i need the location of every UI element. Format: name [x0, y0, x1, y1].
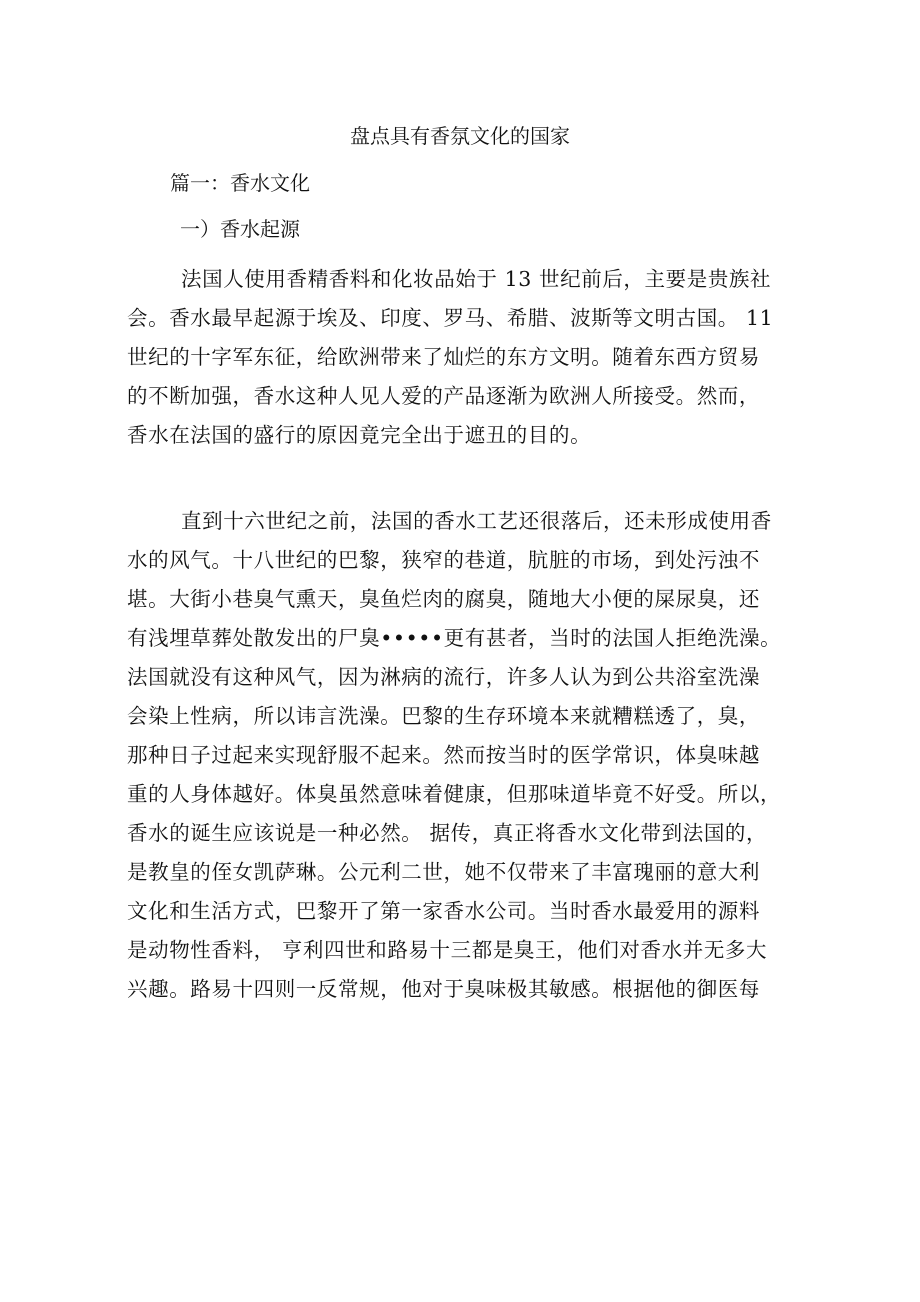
- text-line: 有浅埋草葬处散发出的尸臭•••••更有甚者，当时的法国人拒绝洗澡。: [127, 626, 782, 650]
- paragraph-history: [127, 502, 782, 1009]
- text-line: 的不断加强，香水这种人见人爱的产品逐渐为欧洲人所接受。然而，: [127, 384, 760, 408]
- document-title: 盘点具有香氛文化的国家: [350, 124, 570, 148]
- text-line: 香水在法国的盛行的原因竟完全出于遮丑的目的。: [127, 423, 592, 447]
- paragraph-origin: [127, 260, 777, 455]
- text-line: 会染上性病，所以讳言洗澡。巴黎的生存环境本来就糟糕透了，臭，: [127, 704, 760, 728]
- text-line: 重的人身体越好。体臭虽然意味着健康，但那味道毕竟不好受。所以，: [127, 782, 782, 806]
- text-line: 法国就没有这种风气，因为淋病的流行，许多人认为到公共浴室洗澡: [127, 665, 760, 689]
- text-line: 是教皇的侄女凯萨琳。公元利二世，她不仅带来了丰富瑰丽的意大利: [127, 860, 760, 884]
- text-line: 法国人使用香精香料和化妆品始于 13 世纪前后，主要是贵族社: [181, 267, 772, 291]
- text-line: 是动物性香料， 亨利四世和路易十三都是臭王，他们对香水并无多大: [127, 938, 768, 962]
- text-line: 堪。大街小巷臭气熏天，臭鱼烂肉的腐臭，随地大小便的屎尿臭，还: [127, 587, 760, 611]
- subsection-heading: 一）香水起源: [180, 217, 300, 241]
- text-line: 直到十六世纪之前，法国的香水工艺还很落后，还未形成使用香: [181, 509, 772, 533]
- text-line: 会。香水最早起源于埃及、印度、罗马、希腊、波斯等文明古国。 11: [127, 306, 774, 330]
- text-line: 兴趣。路易十四则一反常规，他对于臭味极其敏感。根据他的御医每: [127, 977, 760, 1001]
- text-line: 文化和生活方式，巴黎开了第一家香水公司。当时香水最爱用的源料: [127, 899, 760, 923]
- text-line: 世纪的十字军东征，给欧洲带来了灿烂的东方文明。随着东西方贸易: [127, 345, 760, 369]
- text-line: 香水的诞生应该说是一种必然。 据传，真正将香水文化带到法国的，: [127, 821, 768, 845]
- text-line: 水的风气。十八世纪的巴黎，狭窄的巷道，肮脏的市场，到处污浊不: [127, 548, 760, 572]
- section-heading: 篇一：香水文化: [170, 171, 310, 195]
- text-line: 那种日子过起来实现舒服不起来。然而按当时的医学常识，体臭味越: [127, 743, 760, 767]
